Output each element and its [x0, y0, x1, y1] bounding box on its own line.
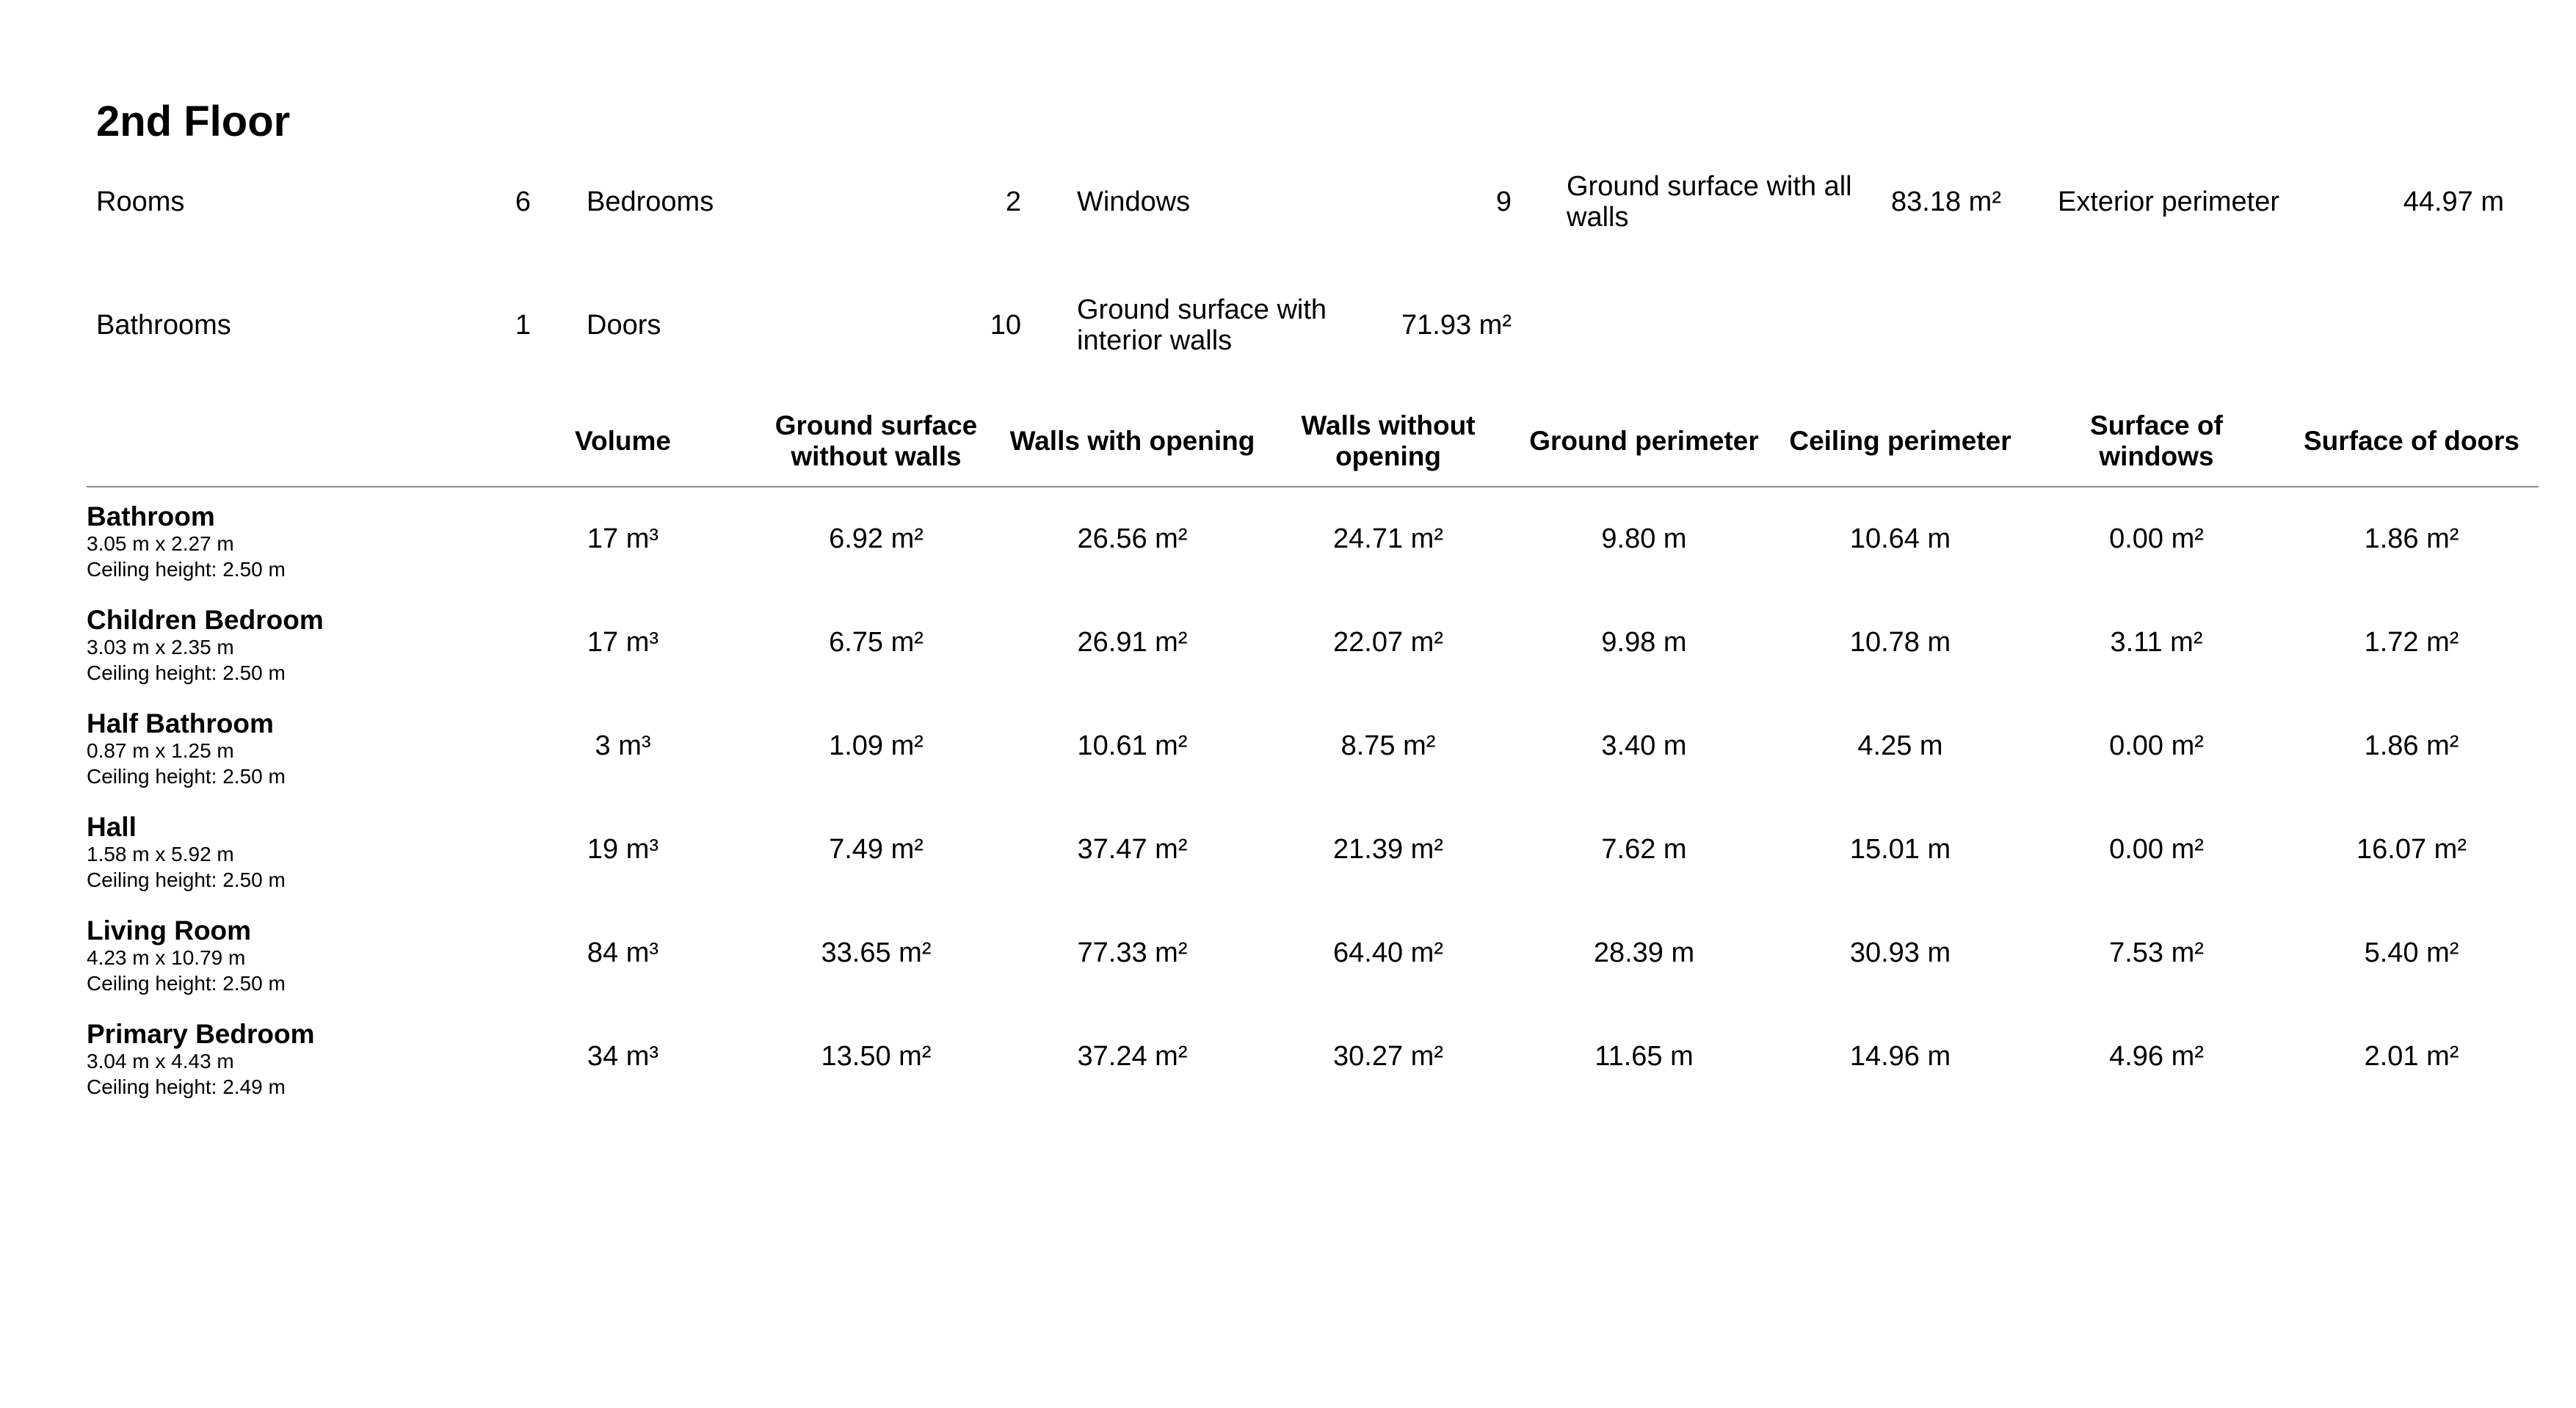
- table-cell: 24.71 m²: [1333, 523, 1443, 554]
- table-header-row: [87, 396, 2539, 487]
- table-cell: 7.49 m²: [829, 834, 924, 865]
- table-cell: 1.09 m²: [829, 730, 924, 761]
- stat-value: 9: [1495, 186, 1512, 217]
- room-cell: [87, 798, 498, 901]
- stat-bedrooms: [587, 154, 1021, 250]
- table-row: [87, 1005, 2539, 1108]
- table-cell: 4.25 m: [1857, 730, 1943, 761]
- room-ceiling: Ceiling height: 2.50 m: [87, 661, 286, 684]
- stat-ground-surface-all-walls: [1567, 154, 2001, 250]
- stat-value: 71.93 m²: [1401, 310, 1512, 341]
- room-name: Living Room: [87, 915, 252, 946]
- stat-label: Windows: [1077, 186, 1191, 217]
- table-cell: 6.92 m²: [829, 523, 924, 554]
- table-cell: 1.86 m²: [2364, 523, 2459, 554]
- table-cell: 0.00 m²: [2109, 523, 2204, 554]
- table-cell: 7.62 m: [1601, 834, 1687, 865]
- column-header-ground-perimeter: Ground perimeter: [1516, 396, 1772, 487]
- table-cell: 17 m³: [587, 523, 659, 554]
- stat-label: Doors: [587, 310, 661, 341]
- room-cell: [87, 694, 498, 798]
- column-header-room: [87, 396, 498, 487]
- table-cell: 3.11 m²: [2110, 627, 2203, 658]
- rooms-table: [87, 396, 2539, 1108]
- table-cell: 1.86 m²: [2364, 730, 2459, 761]
- table-cell: 5.40 m²: [2364, 937, 2459, 968]
- stat-doors: [587, 277, 1021, 373]
- column-header-walls-without-opening: Walls without opening: [1260, 396, 1516, 487]
- table-cell: 14.96 m: [1849, 1041, 1951, 1072]
- stat-label: Ground surface with all walls: [1567, 171, 1852, 233]
- room-name: Hall: [87, 811, 137, 842]
- room-name: Bathroom: [87, 501, 215, 531]
- stat-value: 1: [515, 310, 531, 341]
- room-ceiling: Ceiling height: 2.50 m: [87, 557, 286, 581]
- table-cell: 34 m³: [587, 1041, 659, 1072]
- room-name: Children Bedroom: [87, 604, 324, 635]
- table-row: [87, 901, 2539, 1005]
- table-row: [87, 694, 2539, 798]
- table-cell: 3.40 m: [1601, 730, 1687, 761]
- table-cell: 10.61 m²: [1077, 730, 1188, 761]
- table-cell: 10.64 m: [1849, 523, 1951, 554]
- stat-value: 2: [1005, 186, 1021, 217]
- table-cell: 2.01 m²: [2364, 1041, 2459, 1072]
- table-cell: 7.53 m²: [2109, 937, 2204, 968]
- table-cell: 11.65 m: [1594, 1041, 1694, 1072]
- stat-value: 10: [990, 310, 1021, 341]
- room-ceiling: Ceiling height: 2.50 m: [87, 971, 286, 995]
- room-dimensions: 4.23 m x 10.79 m: [87, 946, 246, 969]
- room-dimensions: 3.04 m x 4.43 m: [87, 1049, 234, 1073]
- table-cell: 9.80 m: [1601, 523, 1687, 554]
- column-header-ceiling-perimeter: Ceiling perimeter: [1772, 396, 2028, 487]
- table-cell: 37.47 m²: [1077, 834, 1188, 865]
- room-cell: [87, 591, 498, 694]
- table-cell: 26.91 m²: [1077, 627, 1188, 658]
- stat-value: 44.97 m: [2403, 186, 2504, 217]
- stat-label: Exterior perimeter: [2058, 186, 2279, 217]
- table-cell: 1.72 m²: [2364, 627, 2459, 658]
- table-cell: 30.27 m²: [1333, 1041, 1443, 1072]
- stat-label: Bedrooms: [587, 186, 714, 217]
- stat-ground-surface-interior-walls: [1077, 277, 1512, 373]
- stat-label: Ground surface with interior walls: [1077, 294, 1327, 356]
- column-header-volume: Volume: [498, 396, 748, 487]
- room-dimensions: 3.05 m x 2.27 m: [87, 531, 234, 555]
- column-header-surface-of-windows: Surface of windows: [2028, 396, 2285, 487]
- stat-bathrooms: [96, 277, 531, 373]
- page-title: 2nd Floor: [96, 98, 291, 145]
- room-cell: [87, 1005, 498, 1108]
- table-row: [87, 487, 2539, 591]
- stat-windows: [1077, 154, 1512, 250]
- rooms-table-body: [87, 487, 2539, 1108]
- table-cell: 15.01 m: [1849, 834, 1951, 865]
- room-dimensions: 1.58 m x 5.92 m: [87, 842, 234, 866]
- room-ceiling: Ceiling height: 2.49 m: [87, 1075, 286, 1098]
- column-header-ground-surface: Ground surface without walls: [748, 396, 1004, 487]
- stat-rooms: [96, 154, 531, 250]
- table-cell: 28.39 m: [1593, 937, 1695, 968]
- table-cell: 84 m³: [587, 937, 659, 968]
- room-cell: [87, 487, 498, 591]
- floor-summary: [96, 154, 2504, 367]
- room-dimensions: 0.87 m x 1.25 m: [87, 739, 234, 762]
- room-ceiling: Ceiling height: 2.50 m: [87, 868, 286, 891]
- table-cell: 19 m³: [587, 834, 659, 865]
- table-cell: 64.40 m²: [1333, 937, 1443, 968]
- stat-value: 6: [515, 186, 531, 217]
- stat-value: 83.18 m²: [1891, 186, 2001, 217]
- table-cell: 77.33 m²: [1077, 937, 1188, 968]
- table-cell: 10.78 m: [1849, 627, 1951, 658]
- room-ceiling: Ceiling height: 2.50 m: [87, 764, 286, 788]
- column-header-walls-with-opening: Walls with opening: [1004, 396, 1260, 487]
- table-cell: 30.93 m: [1849, 937, 1951, 968]
- table-cell: 26.56 m²: [1077, 523, 1188, 554]
- room-dimensions: 3.03 m x 2.35 m: [87, 635, 234, 658]
- stat-exterior-perimeter: [2058, 154, 2504, 250]
- table-cell: 6.75 m²: [829, 627, 924, 658]
- table-cell: 0.00 m²: [2109, 834, 2204, 865]
- table-cell: 33.65 m²: [821, 937, 932, 968]
- table-cell: 8.75 m²: [1340, 730, 1436, 761]
- room-cell: [87, 901, 498, 1005]
- table-cell: 9.98 m: [1601, 627, 1687, 658]
- table-cell: 17 m³: [587, 627, 659, 658]
- table-cell: 3 m³: [595, 730, 651, 761]
- room-name: Primary Bedroom: [87, 1018, 315, 1049]
- table-row: [87, 798, 2539, 901]
- table-cell: 37.24 m²: [1077, 1041, 1188, 1072]
- table-row: [87, 591, 2539, 694]
- table-cell: 21.39 m²: [1333, 834, 1443, 865]
- table-cell: 16.07 m²: [2357, 834, 2467, 865]
- table-cell: 22.07 m²: [1333, 627, 1443, 658]
- table-cell: 0.00 m²: [2109, 730, 2204, 761]
- room-name: Half Bathroom: [87, 708, 274, 739]
- stat-label: Bathrooms: [96, 310, 231, 341]
- column-header-surface-of-doors: Surface of doors: [2285, 396, 2539, 487]
- stat-label: Rooms: [96, 186, 185, 217]
- table-cell: 4.96 m²: [2109, 1041, 2204, 1072]
- table-cell: 13.50 m²: [821, 1041, 932, 1072]
